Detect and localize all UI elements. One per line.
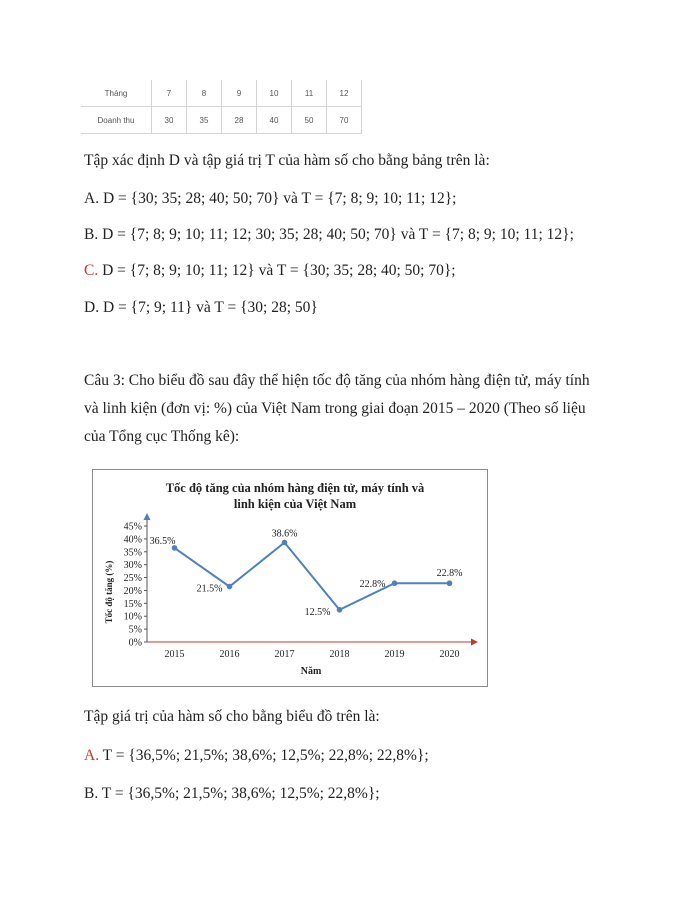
- data-table: [81, 80, 362, 134]
- option-letter: B.: [84, 226, 99, 243]
- table-cell: 28: [222, 107, 257, 134]
- option-text: T = {36,5%; 21,5%; 38,6%; 12,5%; 22,8%};: [98, 785, 380, 802]
- chart-canvas: [93, 470, 487, 686]
- table-cell: 11: [292, 80, 327, 107]
- x-tick-label: 2017: [274, 649, 295, 660]
- y-tick-label: 10%: [123, 611, 142, 623]
- option-letter: A.: [84, 747, 100, 764]
- y-tick-label: 30%: [123, 560, 142, 572]
- option-letter: D.: [84, 299, 100, 316]
- data-point: [337, 607, 343, 613]
- data-label: 21.5%: [196, 583, 223, 595]
- y-tick-label: 25%: [123, 573, 142, 585]
- table-cell: 12: [327, 80, 362, 107]
- table-cell: 9: [222, 80, 257, 107]
- chart-title-line-2: linh kiện của Việt Nam: [233, 497, 357, 511]
- data-label: 36.5%: [149, 535, 176, 547]
- option-text: D = {7; 8; 9; 10; 11; 12} và T = {30; 35; 28; 40; 50; 70};: [98, 262, 456, 279]
- question-3-prompt: Tập giá trị của hàm số cho bằng biểu đồ trên là:: [84, 708, 380, 725]
- option-letter: B.: [84, 785, 99, 802]
- table-header-cell: Doanh thu: [81, 107, 152, 134]
- option-a-correct: [84, 747, 429, 765]
- table-cell: 35: [187, 107, 222, 134]
- x-axis-label: Năm: [300, 666, 322, 677]
- y-tick-label: 40%: [123, 534, 142, 546]
- option-b: [84, 226, 574, 244]
- data-label: 22.8%: [436, 568, 463, 580]
- x-tick-label: 2018: [329, 649, 350, 660]
- table-cell: 30: [152, 107, 187, 134]
- y-tick-label: 5%: [128, 624, 142, 636]
- question-2-prompt: Tập xác định D và tập giá trị T của hàm số cho bằng bảng trên là:: [84, 152, 490, 169]
- question-3-line-3: của Tổng cục Thống kê):: [84, 428, 240, 445]
- option-text: D = {7; 8; 9; 10; 11; 12; 30; 35; 28; 40; 50; 70} và T = {7; 8; 9; 10; 11; 12};: [98, 226, 574, 243]
- option-text: T = {36,5%; 21,5%; 38,6%; 12,5%; 22,8%; 22,8%};: [99, 747, 429, 764]
- data-label: 12.5%: [304, 606, 331, 618]
- data-label: 22.8%: [359, 579, 386, 591]
- series-line: [175, 542, 450, 609]
- option-letter: C.: [84, 262, 99, 279]
- table-row: [81, 107, 362, 134]
- x-tick-label: 2020: [439, 649, 460, 660]
- question-3-line-1: Câu 3: Cho biểu đồ sau đây thể hiện tốc độ tăng của nhóm hàng điện tử, máy tính: [84, 372, 590, 389]
- chart-title-line-1: Tốc độ tăng của nhóm hàng điện tử, máy tính và: [165, 481, 425, 495]
- option-letter: A.: [84, 190, 100, 207]
- y-tick-label: 45%: [123, 521, 142, 533]
- option-a: [84, 190, 456, 208]
- table-header-cell: Tháng: [81, 80, 152, 107]
- data-point: [282, 540, 288, 546]
- option-b: [84, 785, 380, 803]
- x-tick-label: 2015: [164, 649, 185, 660]
- table-cell: 7: [152, 80, 187, 107]
- data-point: [392, 580, 398, 586]
- y-tick-label: 35%: [123, 547, 142, 559]
- option-d: [84, 299, 318, 317]
- data-point: [227, 584, 233, 590]
- x-tick-label: 2019: [384, 649, 405, 660]
- y-axis-label: Tốc độ tăng (%): [104, 560, 114, 624]
- table-cell: 40: [257, 107, 292, 134]
- x-axis-arrow: [471, 639, 478, 646]
- data-label: 38.6%: [271, 528, 298, 540]
- line-chart: [92, 469, 488, 687]
- data-point: [447, 580, 453, 586]
- question-3-line-2: và linh kiện (đơn vị: %) của Việt Nam trong giai đoạn 2015 – 2020 (Theo số liệu: [84, 400, 586, 417]
- y-tick-label: 0%: [128, 637, 142, 649]
- table-row: [81, 80, 362, 107]
- option-c-correct: [84, 262, 456, 280]
- table-cell: 8: [187, 80, 222, 107]
- table-cell: 50: [292, 107, 327, 134]
- y-tick-label: 15%: [123, 598, 142, 610]
- option-text: D = {7; 9; 11} và T = {30; 28; 50}: [99, 299, 318, 316]
- y-axis-arrow: [144, 513, 151, 520]
- option-text: D = {30; 35; 28; 40; 50; 70} và T = {7; 8; 9; 10; 11; 12};: [99, 190, 457, 207]
- table-cell: 10: [257, 80, 292, 107]
- y-tick-label: 20%: [123, 585, 142, 597]
- plot-area: [124, 513, 478, 660]
- x-tick-label: 2016: [219, 649, 240, 660]
- table-cell: 70: [327, 107, 362, 134]
